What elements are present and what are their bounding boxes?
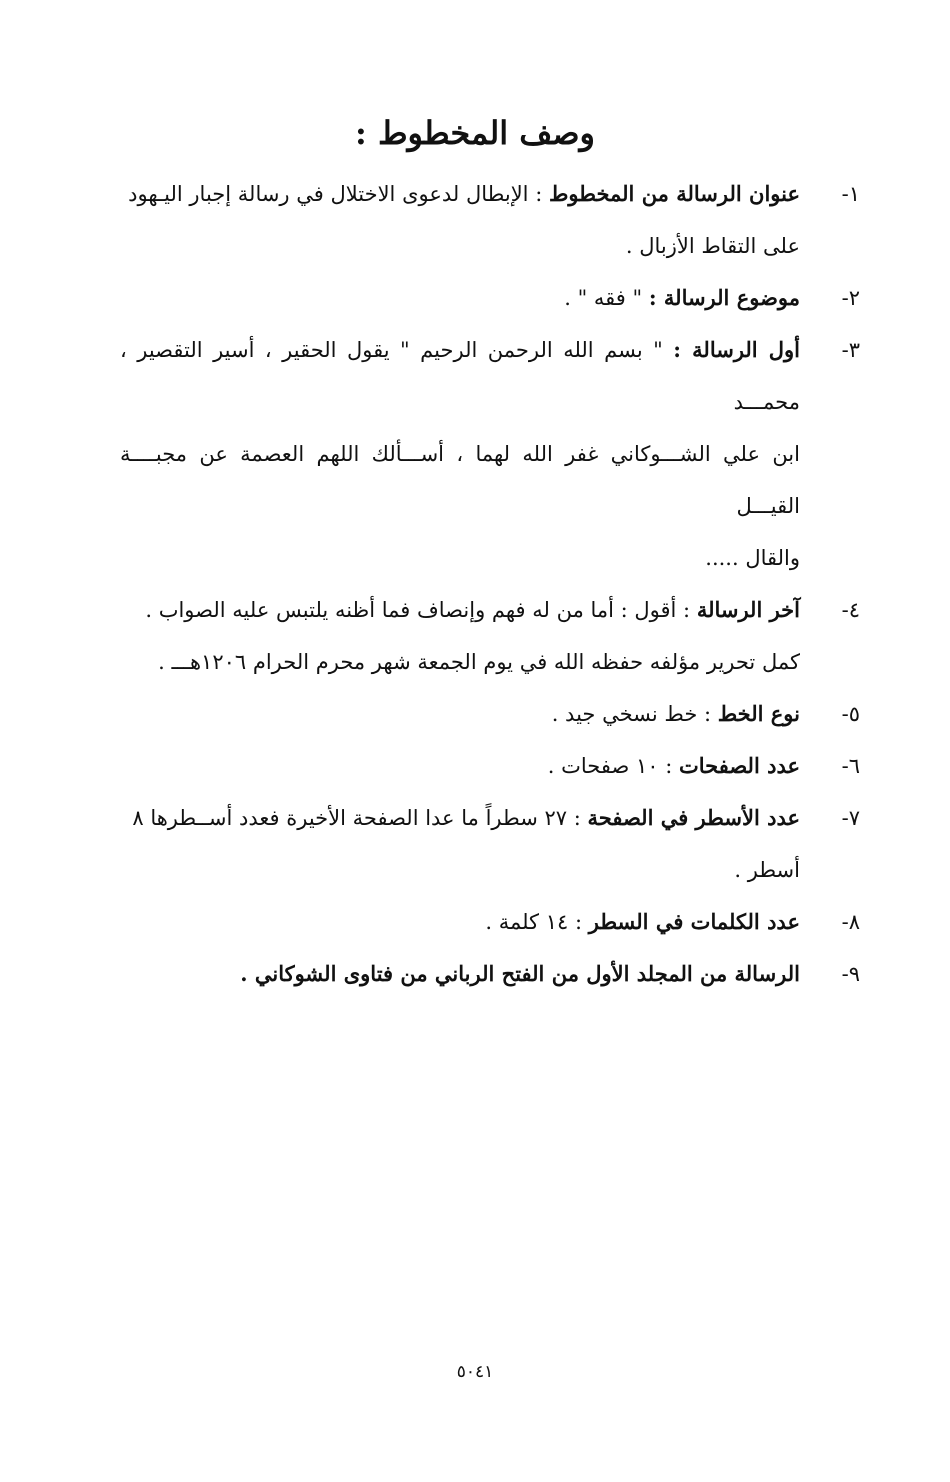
item-number: ٨-	[841, 910, 860, 934]
item-text: " فقه " .	[564, 286, 649, 310]
item-content	[120, 272, 800, 324]
item-number: ٦-	[841, 754, 860, 778]
item-text: : أقول : أما من له فهم وإنصاف فما أظنه يلتبس عليه الصواب .	[145, 598, 697, 622]
item-number: ٧-	[841, 806, 860, 830]
page-number: ٥٠٤١	[456, 1362, 494, 1382]
item-line	[120, 896, 800, 948]
item-line	[120, 584, 800, 636]
item-text: : ٢٧ سطراً ما عدا الصفحة الأخيرة فعدد أســطرها ٨	[132, 806, 588, 830]
item-number: ٩-	[841, 962, 860, 986]
item-label: عدد الأسطر في الصفحة	[587, 805, 800, 830]
item-number: ٥-	[841, 702, 860, 726]
item-continuation: ابن علي الشـــوكاني غفر الله لهما ، أســـألك اللهم العصمة عن مجبــــة القيـــل	[120, 442, 800, 518]
item-text: : خط نسخي جيد .	[551, 702, 718, 726]
manuscript-description-list	[120, 168, 860, 1000]
item-content	[120, 792, 800, 896]
item-label: عنوان الرسالة من المخطوط	[548, 181, 800, 206]
item-continuation: كمل تحرير مؤلفه حفظه الله في يوم الجمعة شهر محرم الحرام ١٢٠٦هـــ .	[158, 650, 800, 674]
list-item	[120, 792, 860, 896]
list-item	[120, 896, 860, 948]
item-number: ١-	[841, 182, 860, 206]
item-content	[120, 740, 800, 792]
item-continuation: أسطر .	[734, 858, 800, 882]
item-label: أول الرسالة :	[673, 337, 800, 362]
item-label: عدد الكلمات في السطر	[588, 909, 800, 934]
item-line	[120, 324, 800, 428]
item-line	[120, 948, 800, 1000]
item-continuation: والقال .....	[705, 546, 800, 570]
list-item	[120, 688, 860, 740]
list-item	[120, 168, 860, 272]
item-text: : ١٤ كلمة .	[485, 910, 589, 934]
item-line	[120, 740, 800, 792]
item-text: : ١٠ صفحات .	[547, 754, 679, 778]
item-content	[120, 948, 800, 1000]
item-continuation: على التقاط الأزبال .	[625, 234, 800, 258]
item-label: نوع الخط	[717, 701, 800, 726]
item-number: ٢-	[841, 286, 860, 310]
item-content	[120, 896, 800, 948]
item-label: آخر الرسالة	[696, 597, 800, 622]
item-label: موضوع الرسالة :	[648, 285, 800, 310]
item-text: : الإبطال لدعوى الاختلال في رسالة إجبار اليـهود	[128, 182, 549, 206]
list-item	[120, 948, 860, 1000]
item-content	[120, 584, 800, 688]
item-label: الرسالة من المجلد الأول من الفتح الرباني من فتاوى الشوكاني .	[240, 961, 800, 986]
list-item	[120, 324, 860, 584]
list-item	[120, 740, 860, 792]
item-number: ٤-	[841, 598, 860, 622]
item-content	[120, 168, 800, 272]
item-label: عدد الصفحات	[678, 753, 800, 778]
item-text: " بسم الله الرحمن الرحيم " يقول الحقير ، أسير التقصير ، محمـــد	[120, 338, 800, 414]
item-content	[120, 688, 800, 740]
item-line	[120, 272, 800, 324]
list-item	[120, 584, 860, 688]
item-line	[120, 688, 800, 740]
item-line	[120, 168, 800, 220]
list-item	[120, 272, 860, 324]
item-number: ٣-	[841, 338, 860, 362]
page-title: وصف المخطوط :	[354, 114, 595, 152]
item-line	[120, 792, 800, 844]
item-content	[120, 324, 800, 584]
